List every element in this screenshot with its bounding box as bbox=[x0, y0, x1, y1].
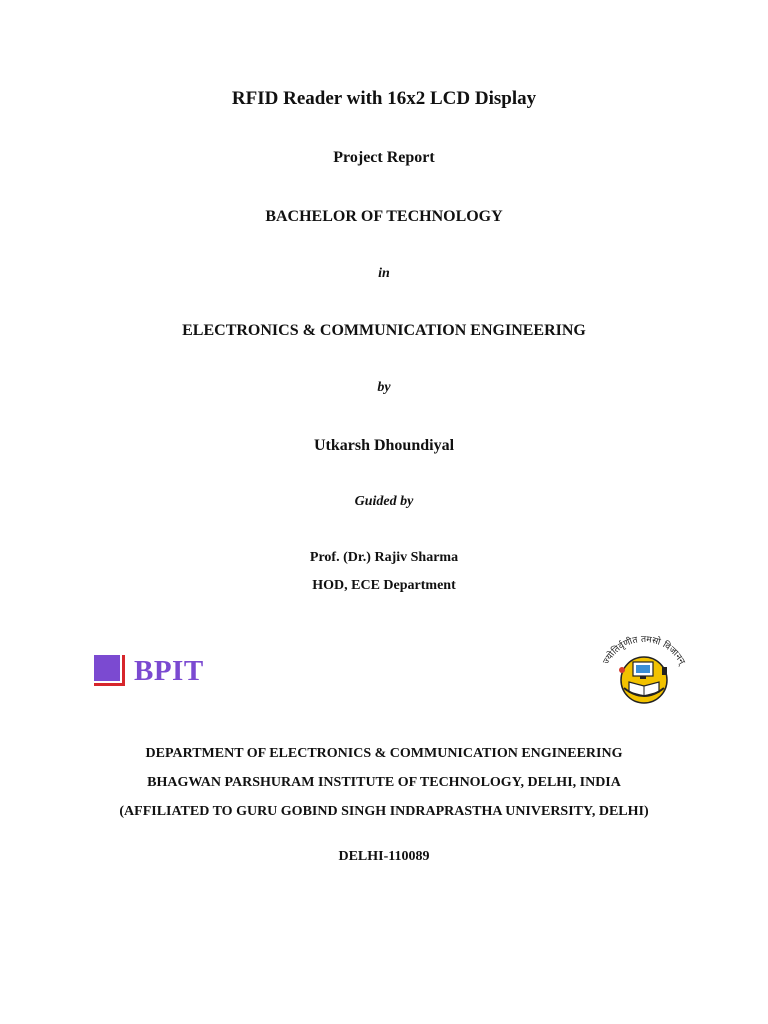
author-name: Utkarsh Dhoundiyal bbox=[313, 437, 455, 454]
by-label: by bbox=[377, 380, 391, 395]
degree-name: BACHELOR OF TECHNOLOGY bbox=[265, 208, 503, 225]
report-subtitle: Project Report bbox=[333, 149, 435, 166]
department-name: DEPARTMENT OF ELECTRONICS & COMMUNICATION ENGINEERING bbox=[145, 746, 623, 761]
guide-designation: HOD, ECE Department bbox=[312, 578, 456, 593]
in-label: in bbox=[378, 266, 390, 281]
branch-name: ELECTRONICS & COMMUNICATION ENGINEERING bbox=[182, 322, 586, 339]
affiliation: (AFFILIATED TO GURU GOBIND SINGH INDRAPRASTHA UNIVERSITY, DELHI) bbox=[119, 804, 649, 819]
seal-motto: ज्योतिर्वृणीत तमसो विजानन् bbox=[601, 634, 687, 667]
bpit-logo bbox=[94, 654, 204, 688]
guided-by-label: Guided by bbox=[354, 494, 414, 509]
report-title: RFID Reader with 16x2 LCD Display bbox=[231, 88, 537, 109]
location-pincode: DELHI-110089 bbox=[338, 849, 430, 864]
bpit-logo-icon bbox=[94, 655, 126, 687]
guide-name: Prof. (Dr.) Rajiv Sharma bbox=[309, 550, 459, 565]
institute-name: BHAGWAN PARSHURAM INSTITUTE OF TECHNOLOGY, DELHI, INDIA bbox=[147, 775, 621, 790]
bpit-logo-text: BPIT bbox=[134, 654, 204, 687]
university-seal-icon bbox=[592, 630, 696, 706]
